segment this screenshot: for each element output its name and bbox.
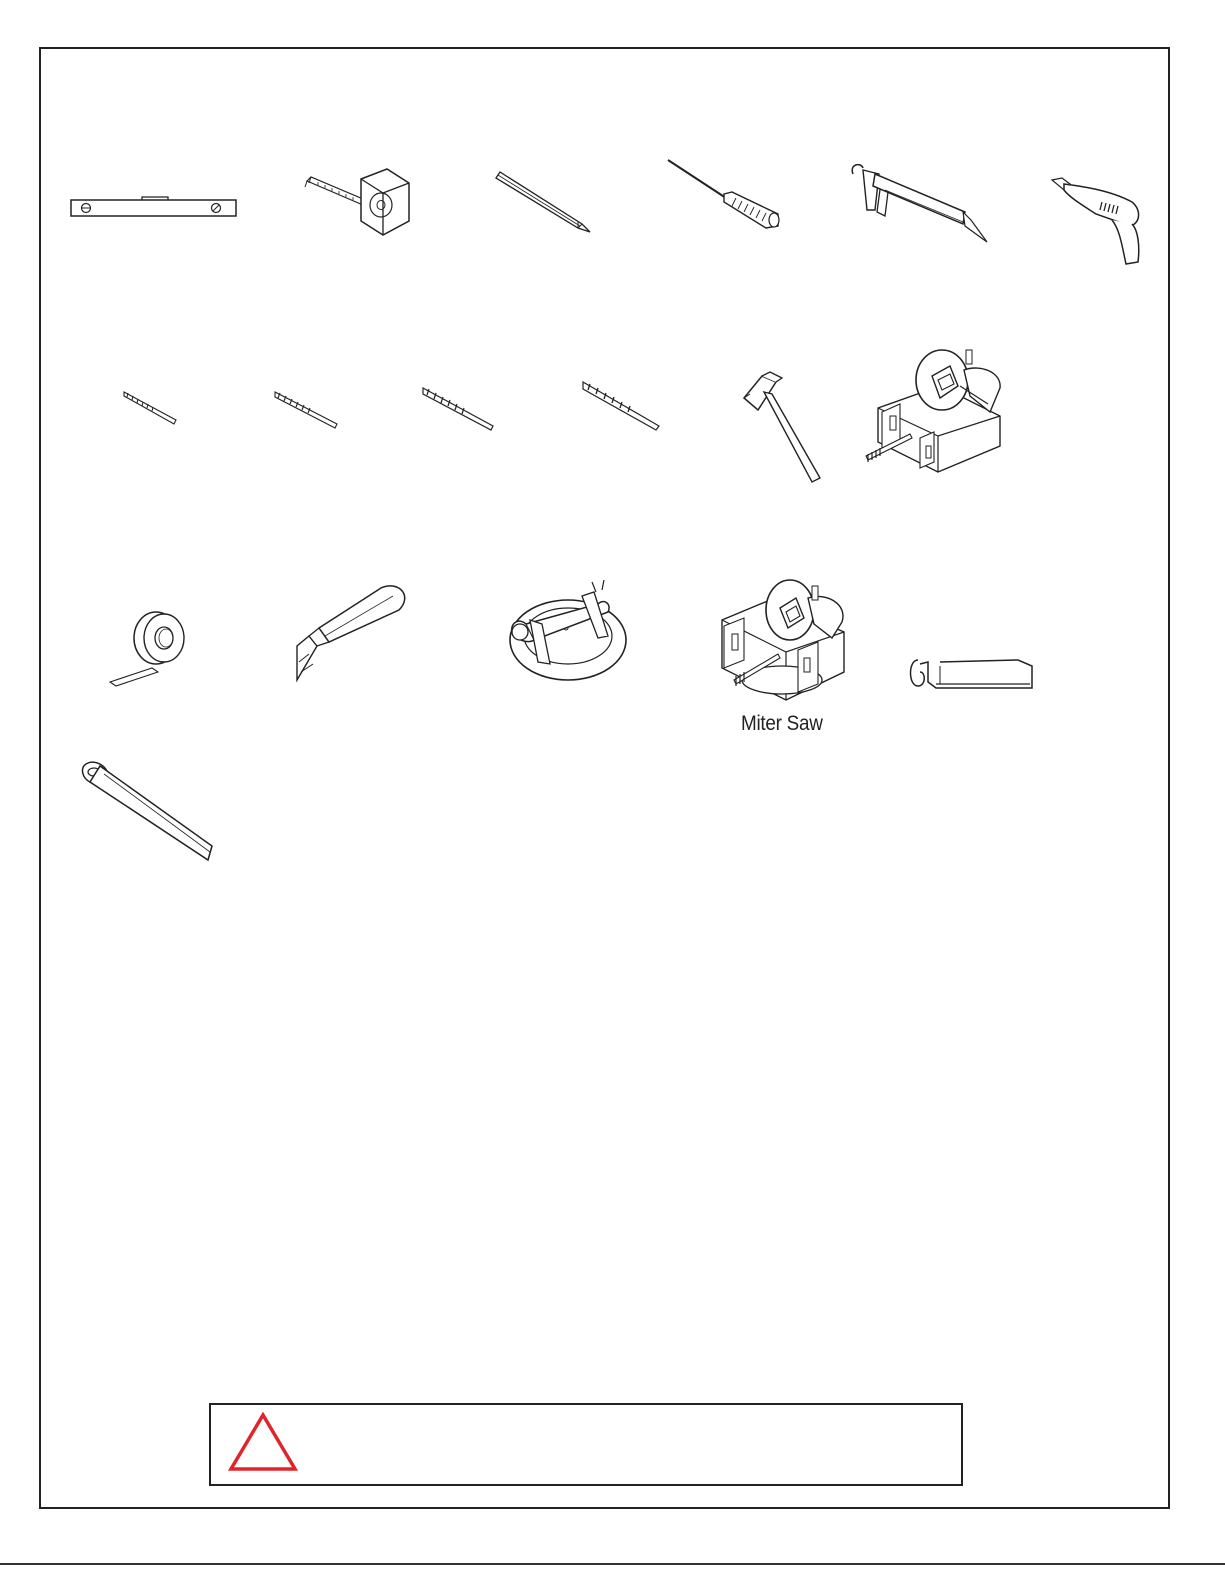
- warning-box: [209, 1403, 963, 1486]
- drill-bit-1-icon: [122, 390, 180, 426]
- file-icon: [80, 760, 220, 864]
- level-icon: [70, 196, 238, 218]
- utility-knife-icon: [295, 584, 413, 684]
- miter-saw-icon: [714, 576, 856, 712]
- rubber-mallet-icon: [740, 370, 826, 486]
- warning-triangle-icon: [227, 1411, 299, 1478]
- bottom-rule: [0, 1563, 1225, 1565]
- miter-saw-caption: Miter Saw: [741, 712, 823, 735]
- hacksaw-icon: [906, 656, 1040, 692]
- tape-roll-icon: [108, 610, 188, 688]
- caulking-gun-icon: [845, 160, 990, 250]
- power-drill-icon: [1050, 176, 1145, 268]
- drill-bit-2-icon: [273, 390, 341, 430]
- tape-measure-icon: [303, 165, 413, 237]
- compound-miter-saw-icon: [860, 346, 1010, 478]
- drill-bit-4-icon: [581, 380, 663, 432]
- drill-bit-3-icon: [421, 386, 497, 432]
- screwdriver-icon: [666, 158, 786, 230]
- pencil-icon: [494, 170, 594, 234]
- suction-cup-icon: [508, 578, 632, 682]
